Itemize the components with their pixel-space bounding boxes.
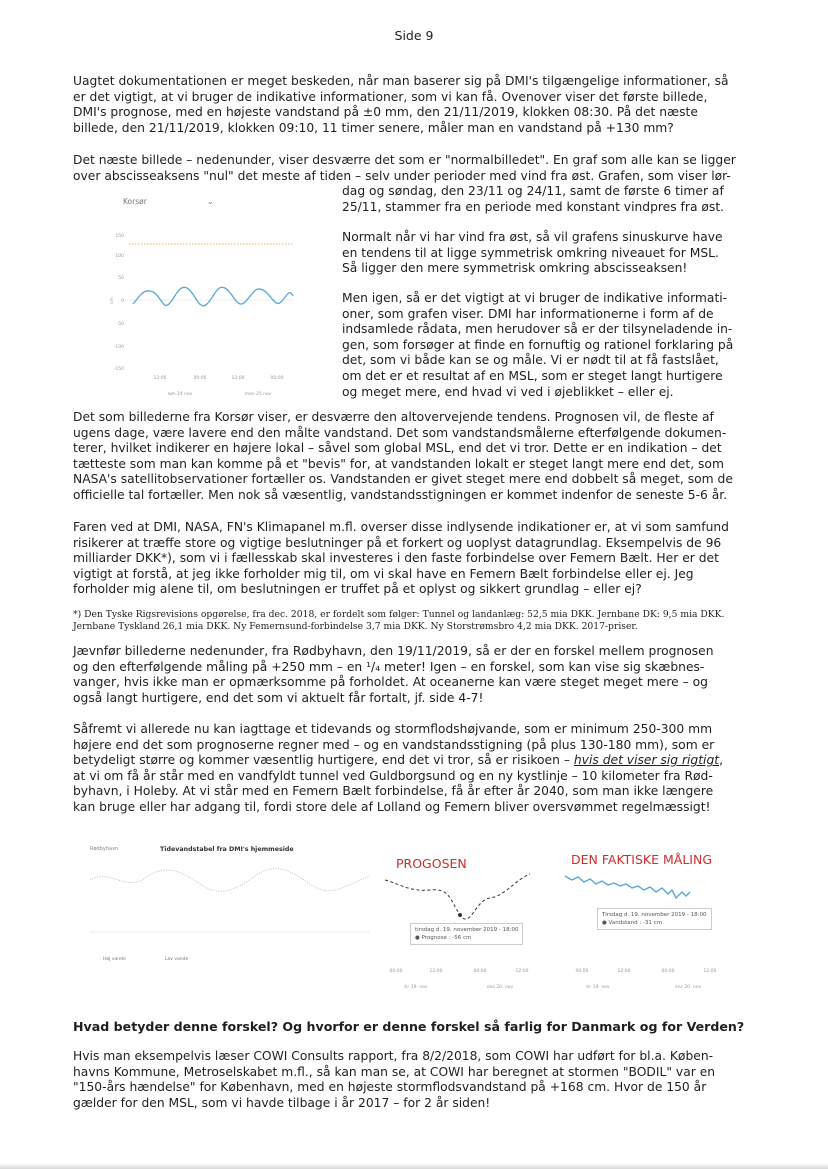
text-line: tætteste som man kan komme på et "bevis" for, at vandstanden lokalt er steget langt mere end det, som — [73, 456, 724, 471]
x-tick: 12:00 — [231, 376, 245, 381]
x-tick: 00:00 — [473, 969, 487, 974]
text-line: det, som vi både kan se og måle. Vi er nødt til at få fastslået, — [342, 353, 719, 368]
text-line: havns Kommune, Metroselskabet m.fl., så kan man se, at COWI har beregnet at stormen "BODIL" var en — [73, 1064, 716, 1079]
text-line: DMI's prognose, med en højeste vandstand på ±0 mm, den 21/11/2019, klokken 08:30. På det næste — [73, 105, 698, 120]
tide-curve — [90, 869, 370, 892]
station-label: Rødbyhavn — [90, 846, 119, 852]
footnote-line: Jernbane Tyskland 26,1 mia DKK. Ny Femernsund-forbindelse 3,7 mia DKK. Ny Storstrømsbro 4,2 mia DKK. 2017-priser. — [73, 621, 638, 632]
measurement-chart — [560, 870, 730, 1000]
paragraph-korsor-tendency — [73, 410, 745, 504]
text-line: officielle tal fortæller. Men nok så væsentlig, vandstandsstigningen er kommet indenfor de seneste 5-6 år. — [73, 487, 728, 502]
text-line: gælder for den MSL, som vi havde tilbage i år 2017 – for 2 år siden! — [73, 1095, 491, 1110]
y-tick: 50 — [118, 276, 124, 281]
station-dropdown-label[interactable]: Korsør — [123, 197, 147, 206]
text-line: Det som billederne fra Korsør viser, er desværre den altovervejende tendens. Prognosen vil, de fleste af — [73, 410, 714, 424]
x-tick: 00:00 — [575, 969, 589, 974]
y-tick: 150 — [115, 234, 124, 239]
x-date: man 25 nov — [244, 392, 272, 397]
text-line: dag og søndag, den 23/11 og 24/11, samt de første 6 timer af — [342, 184, 724, 198]
scan-edge-shadow — [0, 1163, 828, 1169]
paragraph-intro — [73, 74, 745, 136]
emphasized-phrase: hvis det viser sig rigtigt — [573, 753, 720, 768]
text-line: højere end det som prognoserne regner med – og en vandstandsstigning (på plus 130-180 mm), som er — [73, 737, 715, 752]
paragraph-femern-risk — [73, 520, 745, 598]
x-date: ons 20. nov — [486, 985, 514, 990]
x-date: tir 19. nov — [586, 985, 610, 990]
dmi-tide-table-chart — [85, 840, 375, 970]
text-line: over abscisseaksens "nul" det meste af tiden – selv under perioder med vind fra øst. Grafen, som viser lør- — [73, 168, 731, 183]
text-line: også langt hurtigere, end det som vi aktuelt får fortalt, jf. side 4-7! — [73, 690, 484, 705]
y-tick: -50 — [116, 322, 124, 327]
text-line: en tendens til at ligge symmetrisk omkring niveauet for MSL. — [342, 245, 719, 260]
tooltip-date: Tirsdag d. 19. november 2019 - 18:00 — [602, 912, 707, 918]
y-tick: 0 — [121, 299, 124, 304]
text-line: Uagtet dokumentationen er meget beskeden, når man baserer sig på DMI's tilgængelige informationer, så — [73, 74, 729, 88]
text-line: Faren ved at DMI, NASA, FN's Klimapanel m.fl. overser disse indlysende indikationer er, at vi som samfund — [73, 520, 729, 534]
legend-low-water: Lav vande — [165, 957, 189, 962]
x-tick: 00:00 — [661, 969, 675, 974]
text-line — [73, 753, 745, 769]
legend-high-water: Høj vande — [103, 957, 126, 962]
text-line: byhavn, i Holeby. At vi står med en Femern Bælt forbindelse, få år efter år 2040, som man ikke længere — [73, 784, 714, 799]
paragraph-east-wind — [342, 230, 746, 277]
text-line: at vi om få år står med en vandfyldt tunnel ved Guldborgsund og en ny kystlinje – 10 kilometer fra Rød- — [73, 768, 713, 783]
text-line: vanger, hvis ikke man er opmærksomme på forholdet. At oceanerne kan være steget meget mere – og — [73, 675, 708, 690]
text-line: Såfremt vi allerede nu kan iagttage et tidevands og stormflodshøjvande, som er minimum 250-300 mm — [73, 722, 713, 736]
text-line: forholder mig alene til, om beslutningen er truffet på et oplyst og sikkert grundlag – eller ej? — [73, 582, 642, 597]
text-line: vigtigt at forstå, at jeg ikke forholder mig til, om vi skal have en Femern Bælt forbindelse eller ej. Jeg — [73, 566, 694, 581]
prognosis-series — [385, 874, 530, 919]
prognosis-point — [458, 913, 462, 917]
prognosis-tooltip — [410, 923, 523, 945]
text-line: milliarder DKK*), som vi i fællesskab skal investeres i den faste forbindelse over Femern Bælt. Her er det — [73, 551, 719, 566]
footnote — [73, 609, 753, 633]
tide-table-title: Tidevandstabel fra DMI's hjemmeside — [160, 846, 294, 853]
y-tick: -100 — [113, 345, 124, 350]
text-line: oner, som grafen viser. DMI har informationerne i form af de — [342, 306, 714, 321]
text-segment: , — [719, 753, 724, 768]
water-level-series — [133, 287, 293, 306]
text-line: Hvis man eksempelvis læser COWI Consults rapport, fra 8/2/2018, som COWI har udført for bl.a. Køben- — [73, 1049, 714, 1063]
x-tick: 00:00 — [193, 376, 207, 381]
text-segment: betydeligt større og kommer væsentlig hurtigere, end det vi tror, så er risikoen – — [73, 753, 574, 768]
text-line: Jævnfør billederne nedenunder, fra Rødbyhavn, den 19/11/2019, så er der en forskel mellem prognosen — [73, 644, 714, 658]
paragraph-cowi-report — [73, 1049, 745, 1111]
footnote-line: *) Den Tyske Rigsrevisions opgørelse, fra dec. 2018, er fordelt som følger: Tunnel og landanlæg: 52,5 mia DKK. Jernbane DK: 9,5 mia DKK. — [73, 609, 725, 620]
y-tick: -150 — [113, 367, 124, 372]
text-line: billede, den 21/11/2019, klokken 09:10, 11 timer senere, måler man en vandstand på +130 mm? — [73, 120, 674, 135]
y-tick: 100 — [115, 254, 124, 259]
page-number: Side 9 — [394, 28, 434, 43]
x-date: søn 24 nov — [167, 392, 193, 397]
text-line: risikerer at træffe store og vigtige beslutninger på et forkert og uoplyst datagrundlag. Eksempelvis de 96 — [73, 535, 722, 550]
text-line: gen, som forsøger at finde en fornuftig og rationel forklaring på — [342, 337, 734, 352]
x-date: ons 20. nov — [674, 985, 702, 990]
text-line: kan bruge eller har adgang til, fordi store dele af Lolland og Femern bliver oversvømmet regelmæssigt! — [73, 799, 711, 814]
tooltip-date: tirsdag d. 19. november 2019 - 18:00 — [415, 927, 519, 933]
tooltip-value: ● Vandstand : -31 cm — [602, 920, 663, 926]
paragraph-normal-picture — [73, 153, 745, 184]
paragraph-indicative-info — [342, 291, 746, 400]
x-tick: 12:00 — [515, 969, 529, 974]
text-line: Så ligger den mere symmetrisk omkring abscisseaksen! — [342, 261, 688, 276]
chevron-down-icon[interactable]: ⌄ — [207, 197, 214, 206]
x-tick: 00:00 — [389, 969, 403, 974]
tooltip-value: ● Prognose : -56 cm — [415, 935, 472, 941]
text-line: Men igen, så er det vigtigt at vi bruger de indikative informati- — [342, 291, 728, 305]
y-axis-label: cm — [110, 297, 115, 304]
x-tick: 12:00 — [429, 969, 443, 974]
x-date: tir 19. nov — [404, 985, 428, 990]
text-line: og meget mere, end hvad vi ved i øjeblikket – eller ej. — [342, 384, 674, 399]
text-line: er det vigtigt, at vi bruger de indikative informationer, som vi kan få. Ovenover viser det første billede, — [73, 89, 708, 104]
paragraph-risk-tunnel — [73, 722, 745, 816]
korsor-water-level-chart — [105, 192, 327, 404]
text-line: terer, hvilket indikerer en højere lokal – såvel som global MSL, end det vi tror. Dette er en indikation – det — [73, 441, 722, 456]
text-line: om det er et resultat af en MSL, som er steget langt hurtigere — [342, 368, 723, 383]
measurement-tooltip — [597, 908, 712, 930]
text-line: og den efterfølgende måling på +250 mm – en ¹/₄ meter! Igen – en forskel, som kan vise sig skæbnes- — [73, 659, 705, 674]
x-tick: 12:00 — [703, 969, 717, 974]
x-tick: 00:00 — [270, 376, 284, 381]
text-line: ugens dage, være lavere end den målte vandstand. Det som vandstandsmålerne efterfølgende dokumen- — [73, 425, 727, 440]
text-line: NASA's satellitobservationer fortæller os. Vandstanden er givet steget mere end dobbelt så meget, som de — [73, 472, 733, 487]
text-line: indsamlede rådata, men herudover så er der tilsyneladende in- — [342, 322, 733, 337]
text-line: "150-års hændelse" for København, med en højeste stormflodsvandstand på +168 cm. Hvor de 150 år — [73, 1080, 707, 1095]
paragraph-weekend-flow — [342, 184, 746, 215]
x-tick: 12:00 — [617, 969, 631, 974]
section-heading: Hvad betyder denne forskel? Og hvorfor er denne forskel så farlig for Danmark og for Verden? — [73, 1019, 745, 1034]
text-line: 25/11, stammer fra en periode med konstant vindpres fra øst. — [342, 199, 725, 214]
paragraph-rodbyhavn — [73, 644, 745, 706]
measurement-series — [565, 876, 690, 898]
text-line: Normalt når vi har vind fra øst, så vil grafens sinuskurve have — [342, 230, 723, 244]
measurement-label: DEN FAKTISKE MÅLING — [571, 852, 713, 867]
x-tick: 12:00 — [153, 376, 167, 381]
text-line: Det næste billede – nedenunder, viser desværre det som er "normalbilledet". En graf som alle kan se ligger — [73, 153, 736, 167]
prognosis-label: PROGOSEN — [396, 856, 467, 871]
